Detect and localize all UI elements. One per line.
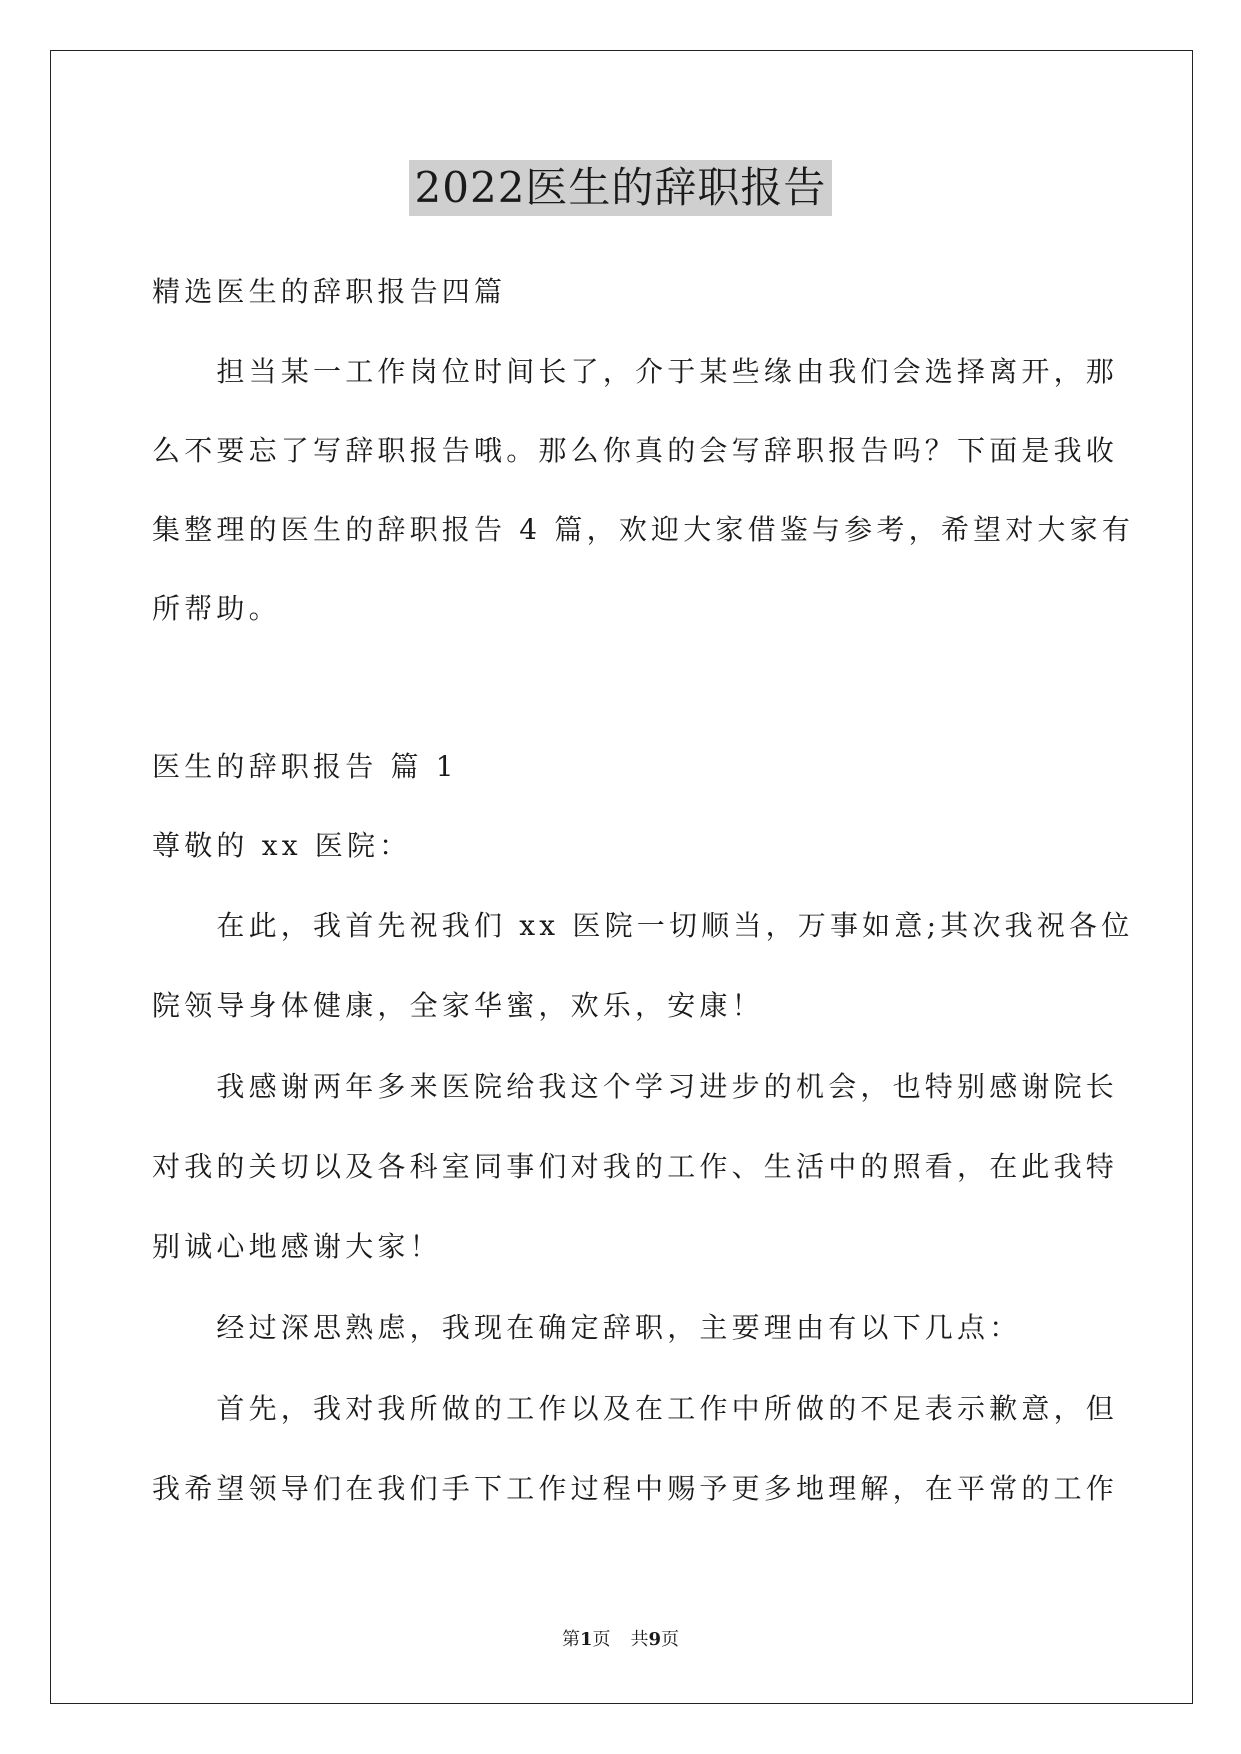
subtitle-line: 精选医生的辞职报告四篇 [152,275,507,308]
paragraph-line: 在此，我首先祝我们 xx 医院一切顺当，万事如意;其次我祝各位 [152,909,1134,942]
total-prefix: 共 [630,1629,649,1650]
paragraph-line: 我希望领导们在我们手下工作过程中赐予更多地理解，在平常的工作 [152,1472,1119,1505]
paragraph-line: 所帮助。 [152,592,281,625]
paragraph-line: 经过深思熟虑，我现在确定辞职，主要理由有以下几点： [152,1311,1022,1344]
page-suffix: 页 [592,1629,611,1650]
paragraph-line: 集整理的医生的辞职报告 4 篇，欢迎大家借鉴与参考，希望对大家有 [152,513,1135,546]
current-page-number: 1 [579,1629,593,1650]
paragraph-line: 对我的关切以及各科室同事们对我的工作、生活中的照看，在此我特 [152,1150,1119,1183]
paragraph-line: 别诚心地感谢大家！ [152,1230,442,1263]
paragraph-line: 院领导身体健康，全家华蜜，欢乐，安康！ [152,989,764,1022]
paragraph-line: 首先，我对我所做的工作以及在工作中所做的不足表示歉意，但 [152,1392,1119,1425]
paragraph-line: 担当某一工作岗位时间长了，介于某些缘由我们会选择离开，那 [152,355,1119,388]
paragraph-line: 我感谢两年多来医院给我这个学习进步的机会，也特别感谢院长 [152,1070,1119,1103]
document-title: 2022医生的辞职报告 [409,160,833,216]
section-heading: 医生的辞职报告 篇 1 [152,750,458,783]
paragraph-line: 么不要忘了写辞职报告哦。那么你真的会写辞职报告吗？下面是我收 [152,434,1119,467]
total-suffix: 页 [661,1629,680,1650]
title-container [0,160,1241,216]
salutation-line: 尊敬的 xx 医院： [152,829,412,862]
total-page-count: 9 [648,1629,662,1650]
page-prefix: 第 [561,1629,580,1650]
page-footer [0,1628,1241,1652]
